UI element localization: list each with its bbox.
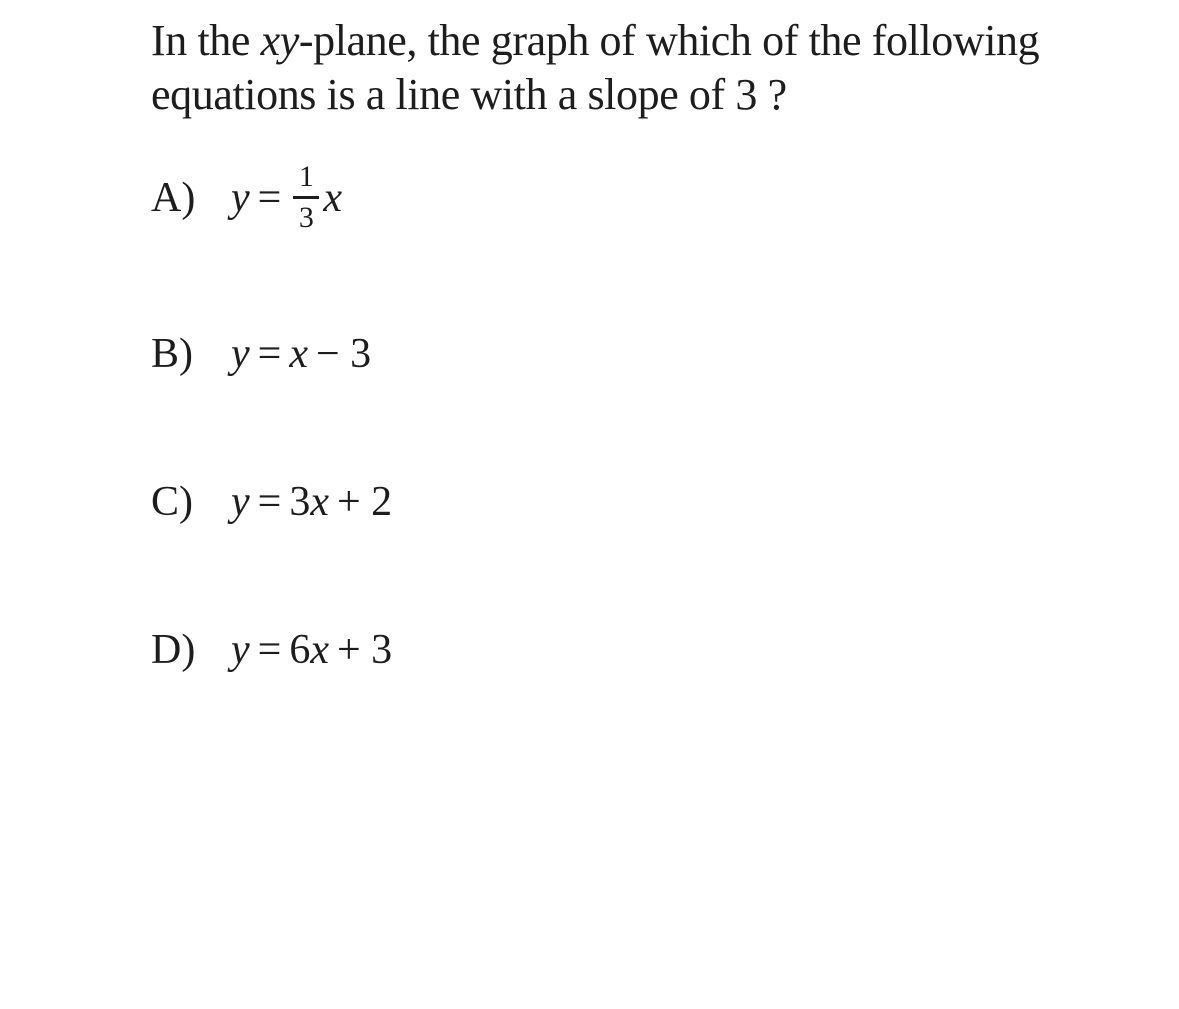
option-a[interactable]	[151, 160, 342, 235]
option-b-equals: =	[257, 331, 282, 377]
option-d[interactable]	[151, 626, 392, 674]
option-d-rest: + 3	[337, 627, 393, 673]
option-b-letter: B)	[151, 331, 193, 377]
option-a-fraction-bar	[293, 196, 319, 199]
option-d-equation	[231, 626, 392, 674]
option-a-letter: A)	[151, 174, 196, 221]
option-d-y: y	[231, 627, 250, 673]
option-b[interactable]	[151, 330, 371, 378]
question-part-1: In the	[151, 16, 261, 65]
option-c-letter: C)	[151, 479, 193, 525]
option-d-coefficient: 6	[289, 627, 311, 673]
option-d-letter: D)	[151, 627, 196, 673]
option-c-coefficient: 3	[289, 479, 311, 525]
option-c-equation	[231, 478, 392, 526]
option-a-fraction	[293, 160, 319, 235]
question-text	[151, 14, 1131, 122]
option-b-equation	[231, 330, 371, 378]
option-a-numerator: 1	[298, 160, 314, 193]
question-italic-xy: xy	[260, 16, 299, 65]
option-a-equation	[231, 160, 342, 235]
option-a-equals: =	[257, 174, 282, 221]
option-c-x: x	[310, 479, 329, 525]
option-c-equals: =	[257, 479, 282, 525]
option-d-equals: =	[257, 627, 282, 673]
option-b-rest: − 3	[316, 331, 372, 377]
option-b-x: x	[289, 331, 308, 377]
question-part-2: -plane, the graph of which of the following equations is a line with a slope of 3 ?	[151, 16, 1040, 119]
option-a-x: x	[323, 174, 342, 221]
option-a-denominator: 3	[298, 201, 314, 234]
option-d-x: x	[310, 627, 329, 673]
option-b-y: y	[231, 331, 250, 377]
option-c-y: y	[231, 479, 250, 525]
option-c[interactable]	[151, 478, 392, 526]
option-c-rest: + 2	[337, 479, 393, 525]
option-a-y: y	[231, 174, 250, 221]
